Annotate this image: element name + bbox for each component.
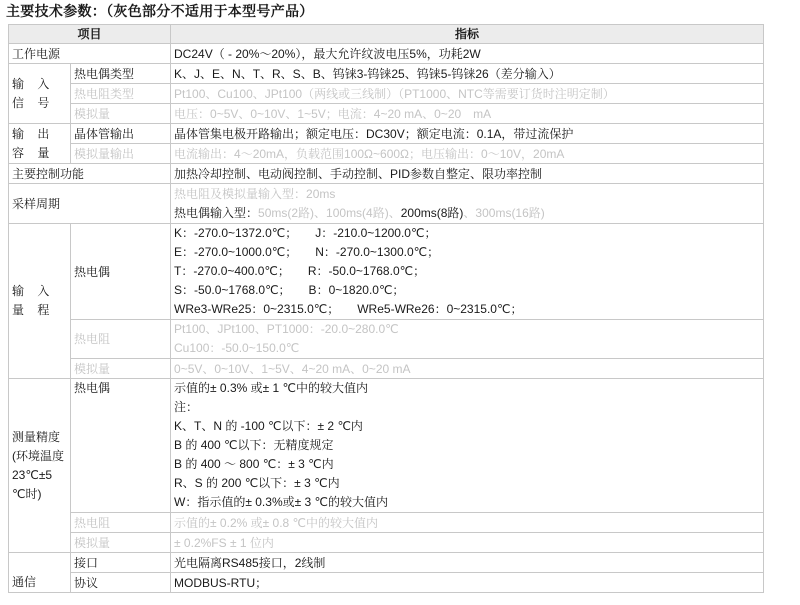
analog-output-value: 电流输出：4～20mA，负载范围100Ω~600Ω；电压输出：0～10V，20mA [171,144,764,164]
sampling-line-1: 热电阻及模拟量输入型：20ms [174,186,336,201]
table-row [9,573,764,593]
sampling-tc-gray-2: 、300ms(16路) [463,205,545,220]
table-row [9,379,764,513]
analog-input-label: 模拟量 [71,104,171,124]
analog-output-label: 模拟量输出 [71,144,171,164]
sampling-label: 采样周期 [9,184,171,224]
output-capacity-label: 输 出 容 量 [9,124,71,164]
range-tc-line: K：-270.0~1372.0℃； J：-210.0~1200.0℃； [174,226,437,240]
spec-table [8,24,764,593]
table-row [9,64,764,84]
range-tc-line: WRe3-WRe25：0~2315.0℃； WRe5-WRe26：0~2315.0℃； [174,302,523,316]
accuracy-tc-value [171,379,764,513]
comm-interface-value: 光电隔离RS485接口，2线制 [171,553,764,573]
accuracy-tc-line: K、T、N 的 -100 ℃以下：± 2 ℃内 [174,419,363,433]
range-analog-value: 0~5V、0~10V、1~5V、4~20 mA、0~20 mA [171,359,764,379]
rtd-type-value: Pt100、Cu100、JPt100（两线或三线制）（PT1000、NTC等需要订货时注明定制） [171,84,764,104]
transistor-label: 晶体管输出 [71,124,171,144]
accuracy-label: 测量精度(环境温度23℃±5 ℃时) [9,379,71,553]
range-analog-label: 模拟量 [71,359,171,379]
table-row [9,533,764,553]
table-row [9,553,764,573]
comm-interface-label: 接口 [71,553,171,573]
table-row [9,44,764,64]
accuracy-tc-label: 热电偶 [71,379,171,513]
accuracy-tc-line: 注： [174,400,199,414]
range-tc-line: E：-270.0~1000.0℃； N：-270.0~1300.0℃； [174,245,440,259]
table-header-row [9,25,764,44]
accuracy-tc-line: B 的 400 ～ 800 ℃：± 3 ℃内 [174,457,334,471]
accuracy-rtd-value: 示值的± 0.2% 或± 0.8 ℃中的较大值内 [171,513,764,533]
accuracy-rtd-label: 热电阻 [71,513,171,533]
range-tc-line: S：-50.0~1768.0℃； B：0~1820.0℃； [174,283,405,297]
sampling-tc-gray-1: 50ms(2路)、100ms(4路)、 [258,205,401,220]
comm-protocol-label: 协议 [71,573,171,593]
tc-type-label: 热电偶类型 [71,64,171,84]
control-label: 主要控制功能 [9,164,171,184]
table-row [9,124,764,144]
control-value: 加热冷却控制、电动阀控制、手动控制、PID参数自整定、限功率控制 [171,164,764,184]
table-row [9,104,764,124]
tc-type-value: K、J、E、N、T、R、S、B、钨铼3-钨铼25、钨铼5-钨铼26（差分输入） [171,64,764,84]
accuracy-analog-value: ± 0.2%FS ± 1 位内 [171,533,764,553]
analog-input-value: 电压：0~5V、0~10V、1~5V；电流：4~20 mA、0~20 mA [171,104,764,124]
sampling-line-2 [174,204,760,223]
range-rtd-label: 热电阻 [71,320,171,359]
power-label: 工作电源 [9,44,171,64]
range-tc-value [171,224,764,320]
input-range-label: 输 入 量 程 [9,224,71,379]
rtd-type-label: 热电阻类型 [71,84,171,104]
table-row [9,359,764,379]
table-row [9,144,764,164]
power-value: DC24V（ - 20%～20%），最大允许纹波电压5%，功耗2W [171,44,764,64]
range-tc-line: T：-270.0~400.0℃； R：-50.0~1768.0℃； [174,264,426,278]
table-row [9,320,764,359]
accuracy-tc-line: R、S 的 200 ℃以下：± 3 ℃内 [174,476,340,490]
transistor-value: 晶体管集电极开路输出；额定电压：DC30V；额定电流：0.1A，带过流保护 [171,124,764,144]
accuracy-tc-line: 示值的± 0.3% 或± 1 ℃中的较大值内 [174,381,369,395]
sampling-value [171,184,764,224]
header-item: 项目 [9,25,171,44]
input-signal-label: 输 入 信 号 [9,64,71,124]
range-rtd-line: Cu100：-50.0~150.0℃ [174,341,300,355]
range-rtd-line: Pt100、JPt100、PT1000：-20.0~280.0℃ [174,322,399,336]
range-tc-label: 热电偶 [71,224,171,320]
table-row [9,513,764,533]
accuracy-tc-line: W：指示值的± 0.3%或± 3 ℃的较大值内 [174,495,389,509]
accuracy-analog-label: 模拟量 [71,533,171,553]
table-row [9,184,764,224]
page-title: 主要技术参数：（灰色部分不适用于本型号产品） [6,3,314,19]
table-row [9,84,764,104]
table-row [9,224,764,320]
accuracy-tc-line: B 的 400 ℃以下：无精度规定 [174,438,334,452]
communication-label: 通信 [9,553,71,593]
sampling-tc-black: 200ms(8路) [400,205,464,220]
table-row [9,164,764,184]
sampling-tc-prefix: 热电偶输入型： [174,205,259,220]
range-rtd-value [171,320,764,359]
comm-protocol-value: MODBUS-RTU； [171,573,764,593]
header-spec: 指标 [171,25,764,44]
